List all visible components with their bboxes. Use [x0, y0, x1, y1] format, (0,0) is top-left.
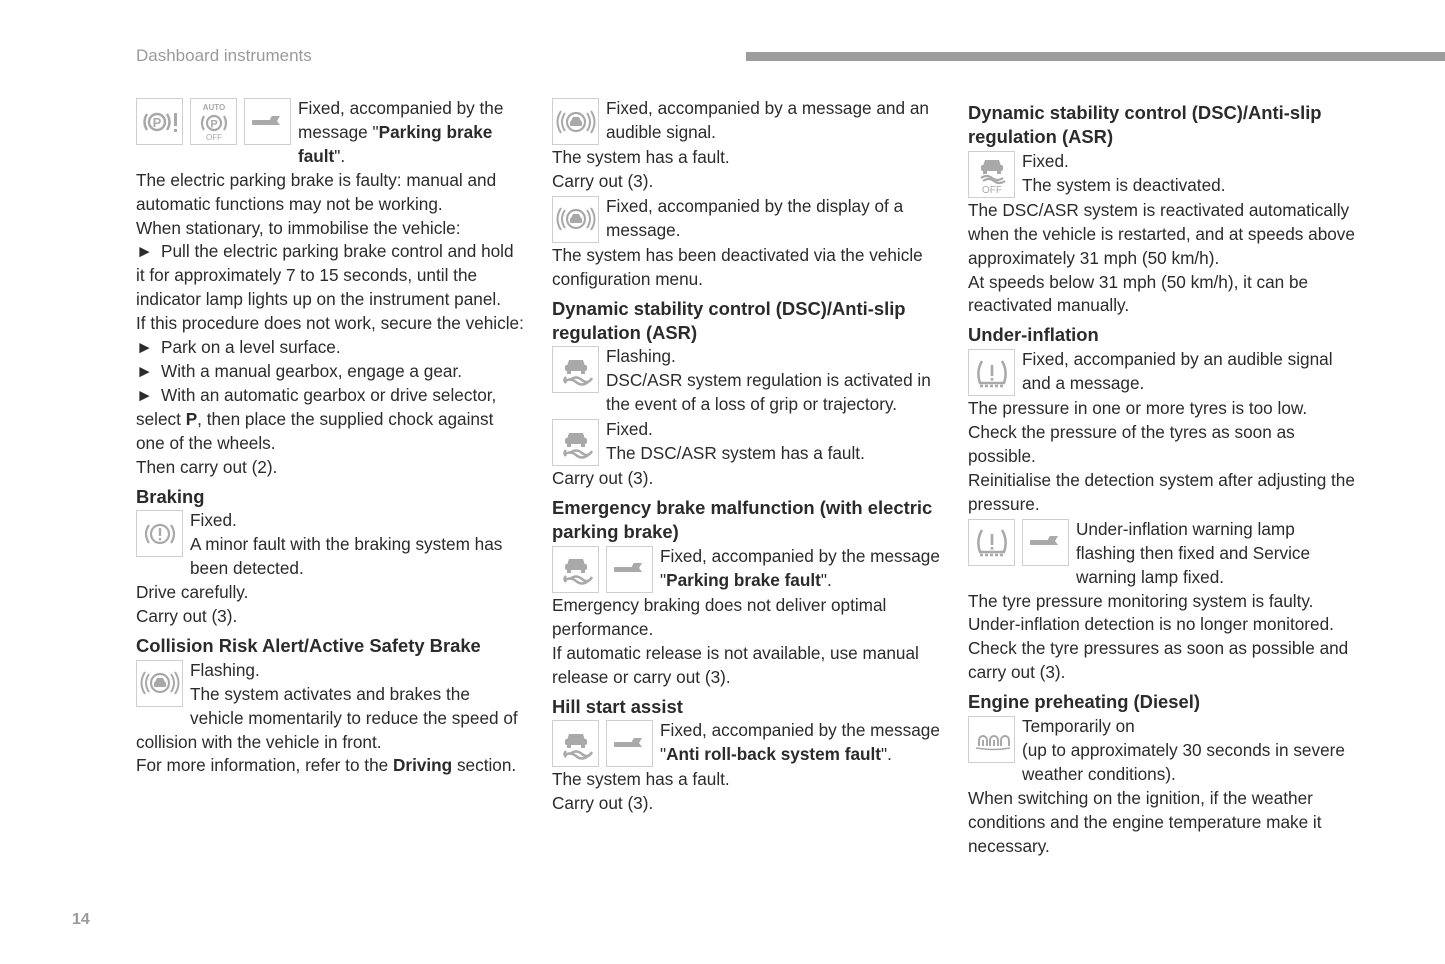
text-run: ". [334, 145, 346, 166]
text-run: Fixed, accompanied by the display of a message. [606, 195, 904, 240]
text-run: The DSC/ASR system is reactivated automatically when the vehicle is restarted, and at speeds above approximately 31 mph (50 km/h). [968, 199, 1355, 268]
lamp-description [552, 345, 942, 369]
text-run: The electric parking brake is faulty: manual and automatic functions may not be working. [136, 169, 497, 214]
warning-lamp-entry [136, 97, 526, 169]
warning-lamp-entry [136, 659, 526, 755]
section-heading: Under-inflation [968, 324, 1099, 346]
lamp-description [968, 174, 1358, 198]
bullet-item [136, 336, 526, 360]
paragraph [136, 217, 526, 241]
text-run: Emergency braking does not deliver optimal performance. [552, 594, 887, 639]
section-heading: Engine preheating (Diesel) [968, 691, 1200, 713]
lamp-description [136, 509, 526, 533]
lamp-description [552, 369, 942, 417]
text-run: Flashing. [606, 346, 676, 367]
text-run: Fixed, accompanied by the message " [660, 545, 940, 590]
warning-lamp-icons [968, 519, 1069, 567]
column-3 [968, 96, 1358, 858]
paragraph [552, 467, 942, 491]
paragraph [552, 792, 942, 816]
bullet-arrow-icon: ► [136, 241, 154, 262]
bold-text: P [185, 408, 198, 429]
lamp-description [552, 195, 942, 243]
paragraph [136, 169, 526, 217]
text-run: When stationary, to immobilise the vehicle: [136, 217, 461, 238]
bullet-item [136, 360, 526, 384]
text-run: The system has a fault. [552, 147, 730, 167]
dsc-off-icon [968, 151, 1015, 198]
paragraph [136, 312, 526, 336]
text-run: The tyre pressure monitoring system is faulty. [968, 590, 1314, 611]
section-heading: Dynamic stability control (DSC)/Anti-slip regulation (ASR) [552, 297, 906, 343]
paragraph [968, 469, 1358, 517]
text-run: Fixed. [606, 419, 653, 440]
text-run: ". [881, 744, 892, 765]
dsc-icon [552, 720, 599, 767]
text-run: Check the tyre pressures as soon as possible and carry out (3). [968, 638, 1349, 683]
paragraph [968, 590, 1358, 614]
text-run: The system is deactivated. [1022, 174, 1226, 195]
page-number: 14 [72, 911, 90, 928]
text-run: Carry out (3). [552, 170, 654, 191]
lamp-description [552, 418, 942, 442]
column-2 [552, 96, 942, 816]
warning-lamp-icons [552, 346, 599, 394]
svg-text:OFF: OFF [981, 185, 1002, 195]
section-title: Dashboard instruments [136, 46, 312, 65]
warning-lamp-icons [136, 98, 291, 146]
text-run: The system has a fault. [552, 769, 730, 790]
paragraph [552, 170, 942, 194]
warning-lamp-icons [552, 419, 599, 467]
lamp-description [968, 739, 1358, 787]
paragraph [552, 594, 942, 642]
wrench-icon [606, 720, 653, 767]
warning-lamp-icons [968, 151, 1015, 199]
warning-lamp-icons [552, 546, 653, 594]
warning-lamp-entry [136, 509, 526, 581]
warning-lamp-icons [136, 660, 183, 708]
warning-lamp-entry [552, 719, 942, 768]
text-run: Temporarily on [1022, 716, 1135, 737]
warning-lamp-icons [968, 716, 1015, 764]
text-run: Carry out (3). [552, 793, 654, 814]
lamp-description [968, 348, 1358, 396]
collision-alert-icon [552, 98, 599, 145]
text-run: At speeds below 31 mph (50 km/h), it can be reactivated manually. [968, 271, 1309, 316]
wrench-icon [1022, 519, 1069, 566]
text-run: Carry out (3). [552, 468, 654, 489]
text-run: Pull the electric parking brake control and hold it for approximately 7 to 15 seconds, until the indicator lamp lights up on the instrument panel. [136, 241, 514, 310]
preheating-icon [968, 716, 1015, 763]
section-heading: Hill start assist [552, 695, 683, 717]
text-run: For more information, refer to the [136, 755, 393, 776]
lamp-description [968, 150, 1358, 174]
lamp-description [552, 442, 942, 466]
text-run: (up to approximately 30 seconds in severe weather conditions). [1022, 739, 1345, 784]
paragraph [968, 613, 1358, 637]
paragraph [968, 787, 1358, 859]
text-run: A minor fault with the braking system has been detected. [190, 534, 503, 579]
header-bar [746, 52, 1445, 61]
warning-lamp-icons [552, 196, 599, 244]
section-heading: Collision Risk Alert/Active Safety Brake [136, 634, 481, 656]
text-run: Under-inflation warning lamp flashing then fixed and Service warning lamp fixed. [1076, 518, 1311, 587]
text-run: Under-inflation detection is no longer monitored. [968, 614, 1334, 635]
bold-text: Anti roll-back system fault [666, 744, 882, 765]
bold-text: Parking brake fault [298, 121, 493, 166]
collision-alert-icon [552, 196, 599, 243]
dsc-icon [552, 346, 599, 393]
bullet-item [136, 384, 526, 456]
paragraph [968, 421, 1358, 469]
collision-alert-icon [136, 660, 183, 707]
text-run: , then place the supplied chock against one of the wheels. [136, 408, 494, 453]
section-heading: Braking [136, 485, 205, 507]
text-run: DSC/ASR system regulation is activated in the event of a loss of grip or trajectory. [606, 370, 931, 415]
text-run: The DSC/ASR system has a fault. [606, 443, 865, 464]
warning-lamp-icons [552, 98, 599, 146]
paragraph [968, 637, 1358, 685]
warning-lamp-entry [968, 348, 1358, 397]
paragraph [136, 754, 526, 778]
bold-text: Parking brake fault [666, 569, 821, 590]
text-run: Check the pressure of the tyres as soon as possible. [968, 422, 1295, 467]
wrench-icon [244, 98, 291, 145]
paragraph [552, 642, 942, 690]
text-run: Fixed. [190, 510, 237, 531]
lamp-description [136, 659, 526, 683]
paragraph [136, 605, 526, 629]
lamp-description [968, 715, 1358, 739]
dsc-icon [552, 419, 599, 466]
text-run: The pressure in one or more tyres is too low. [968, 398, 1308, 419]
dsc-icon [552, 546, 599, 593]
section-heading: Dynamic stability control (DSC)/Anti-slip regulation (ASR) [968, 102, 1322, 147]
warning-lamp-icons [552, 720, 653, 768]
warning-lamp-entry [552, 418, 942, 467]
paragraph [136, 456, 526, 480]
wrench-icon [606, 546, 653, 593]
paragraph [968, 199, 1358, 271]
bullet-arrow-icon: ► [136, 384, 154, 405]
text-run: Fixed, accompanied by an audible signal and a message. [1022, 349, 1333, 394]
paragraph [552, 768, 942, 792]
paragraph [968, 397, 1358, 421]
bullet-arrow-icon: ► [136, 337, 154, 358]
text-run: Fixed. [1022, 150, 1069, 171]
lamp-description [552, 97, 942, 145]
paragraph [968, 271, 1358, 319]
text-run: The system has been deactivated via the vehicle configuration menu. [552, 244, 923, 289]
text-run: Carry out (3). [136, 606, 238, 627]
paragraph [552, 146, 942, 170]
warning-lamp-entry [552, 545, 942, 594]
svg-text:OFF: OFF [205, 132, 222, 142]
text-run: ". [820, 569, 832, 590]
warning-lamp-entry [968, 150, 1358, 199]
paragraph [136, 581, 526, 605]
svg-text:P: P [209, 118, 218, 130]
bold-text: Driving [392, 755, 453, 776]
svg-text:AUTO: AUTO [202, 102, 225, 112]
text-run: Park on a level surface. [161, 337, 341, 358]
text-run: Then carry out (2). [136, 456, 278, 477]
warning-lamp-icons [968, 349, 1015, 397]
text-run: Reinitialise the detection system after adjusting the pressure. [968, 469, 1355, 514]
text-run: With a manual gearbox, engage a gear. [161, 360, 462, 381]
bullet-item [136, 240, 526, 312]
lamp-description [136, 683, 526, 755]
bullet-arrow-icon: ► [136, 360, 154, 381]
text-run: section. [452, 755, 517, 776]
warning-lamp-entry [968, 518, 1358, 590]
text-run: With an automatic gearbox or drive selector, select [136, 384, 497, 429]
auto-park-off-icon [190, 98, 237, 145]
warning-lamp-entry [552, 195, 942, 244]
column-1 [136, 96, 526, 778]
braking-icon [136, 510, 183, 557]
text-run: Flashing. [190, 659, 260, 680]
text-run: If this procedure does not work, secure the vehicle: [136, 313, 524, 334]
warning-lamp-icons [136, 510, 183, 558]
paragraph [552, 244, 942, 292]
text-run: Drive carefully. [136, 582, 249, 603]
parking-brake-fault-icon [136, 98, 183, 145]
tyre-pressure-icon [968, 519, 1015, 566]
text-run: Fixed, accompanied by the message " [660, 720, 940, 765]
warning-lamp-entry [552, 345, 942, 417]
svg-text:P: P [152, 114, 161, 130]
text-run: When switching on the ignition, if the weather conditions and the engine temperature make it necessary. [968, 787, 1322, 856]
text-run: If automatic release is not available, use manual release or carry out (3). [552, 642, 919, 687]
tyre-pressure-icon [968, 349, 1015, 396]
warning-lamp-entry [968, 715, 1358, 787]
section-heading: Emergency brake malfunction (with electric parking brake) [552, 497, 933, 542]
text-run: Fixed, accompanied by a message and an audible signal. [606, 98, 929, 142]
lamp-description [136, 533, 526, 581]
warning-lamp-entry [552, 97, 942, 146]
text-run: Fixed, accompanied by the message " [298, 98, 504, 142]
text-run: The system activates and brakes the vehicle momentarily to reduce the speed of collision with the vehicle in front. [136, 683, 518, 752]
